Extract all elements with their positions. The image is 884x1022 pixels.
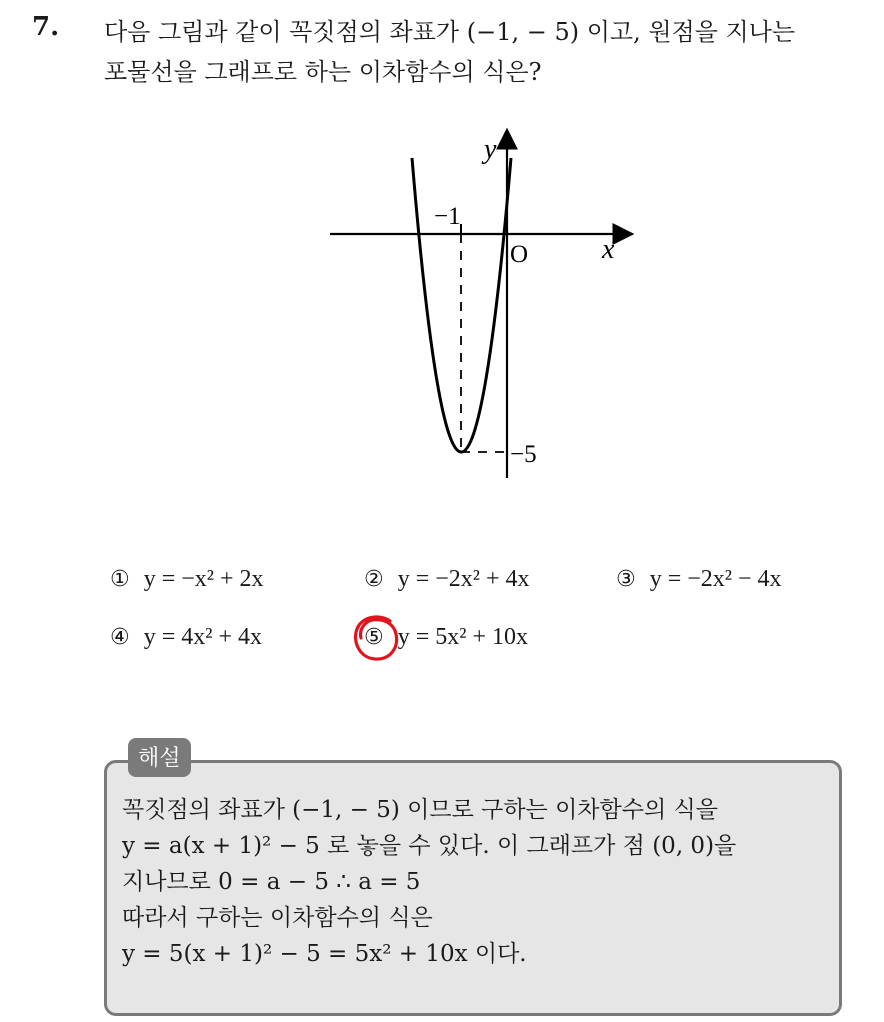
x-axis-label: x	[602, 234, 615, 265]
choice-2[interactable]	[364, 566, 530, 593]
choice-4[interactable]	[110, 624, 262, 651]
question-line-2: 포물선을 그래프로 하는 이차함수의 식은?	[104, 58, 542, 86]
choice-4-formula: y = 4x² + 4x	[143, 624, 262, 650]
solution-line-3: 지나므로 0 = a − 5 ∴ a = 5	[122, 869, 421, 895]
origin-label: O	[510, 241, 529, 268]
vertex-y-label: −5	[510, 441, 537, 468]
choice-3[interactable]	[616, 566, 782, 593]
vertex-x-label: −1	[434, 203, 461, 230]
choice-1[interactable]	[110, 566, 264, 593]
choice-1-formula: y = −x² + 2x	[143, 566, 264, 592]
solution-tag: 해설	[128, 738, 191, 777]
y-axis-label: y	[484, 134, 497, 165]
choice-3-formula: y = −2x² − 4x	[649, 566, 782, 592]
choice-5-formula: y = 5x² + 10x	[397, 624, 528, 650]
answer-circle-icon	[350, 612, 402, 664]
solution-text	[122, 792, 842, 972]
solution-line-2: y = a(x + 1)² − 5 로 놓을 수 있다. 이 그래프가 점 (0, 0)을	[122, 833, 737, 859]
choice-2-formula: y = −2x² + 4x	[397, 566, 530, 592]
choice-3-mark: ③	[616, 567, 636, 592]
question-line-1: 다음 그림과 같이 꼭짓점의 좌표가 (−1, − 5) 이고, 원점을 지나는	[104, 18, 796, 46]
solution-line-4: 따라서 구하는 이차함수의 식은	[122, 905, 433, 931]
choice-1-mark: ①	[110, 567, 130, 592]
choice-4-mark: ④	[110, 625, 130, 650]
choice-2-mark: ②	[364, 567, 384, 592]
solution-line-5: y = 5(x + 1)² − 5 = 5x² + 10x 이다.	[122, 941, 527, 967]
question-number: 7.	[32, 12, 60, 42]
choice-5-mark: ⑤	[364, 625, 384, 650]
solution-line-1: 꼭짓점의 좌표가 (−1, − 5) 이므로 구하는 이차함수의 식을	[122, 797, 718, 823]
